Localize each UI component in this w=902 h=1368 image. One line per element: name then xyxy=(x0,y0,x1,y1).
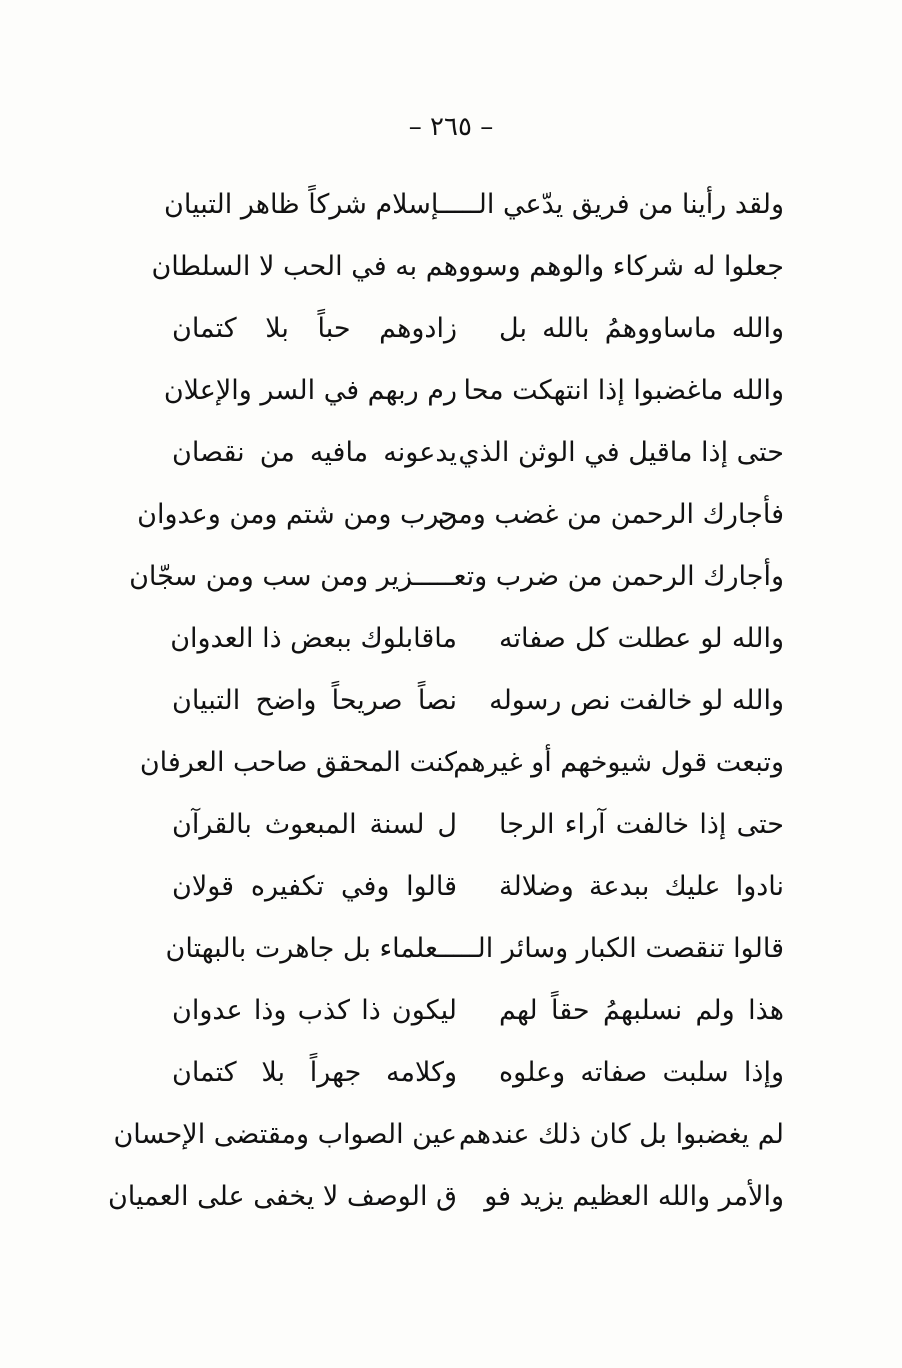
verse-line xyxy=(172,982,784,1044)
poem-body xyxy=(107,176,784,1230)
verse-line xyxy=(137,486,784,548)
verse-first-hemistich: والله لو خالفت نص رسوله xyxy=(489,685,784,716)
verse-second-hemistich: يدعونه مافيه من نقصان xyxy=(172,437,457,468)
verse-second-hemistich: ليكون ذا كذب وذا عدوان xyxy=(172,995,457,1026)
verse-line xyxy=(164,176,784,238)
verse-line xyxy=(172,796,784,858)
verse-first-hemistich: والأمر والله العظيم يزيد فو xyxy=(484,1181,784,1212)
verse-line xyxy=(139,734,784,796)
verse-first-hemistich: والله ماغضبوا إذا انتهكت محا xyxy=(463,375,784,406)
verse-first-hemistich: هذا ولم نسلبهمُ حقاً لهم xyxy=(499,995,784,1026)
verse-second-hemistich: وكلامه جهراً بلا كتمان xyxy=(172,1057,457,1088)
verse-second-hemistich: ل لسنة المبعوث بالقرآن xyxy=(172,809,457,840)
verse-first-hemistich: فأجارك الرحمن من غضب ومن xyxy=(437,499,784,530)
verse-line xyxy=(107,1168,784,1230)
verse-full-line: جعلوا له شركاء والوهم وسووهم به في الحب لا السلطان xyxy=(151,251,784,282)
verse-first-hemistich: لم يغضبوا بل كان ذلك عندهم xyxy=(458,1119,784,1150)
verse-full-line: ولقد رأينا من فريق يدّعي الـــــإسلام شركاً ظاهر التبيان xyxy=(164,189,784,220)
verse-line xyxy=(172,300,784,362)
verse-line xyxy=(172,1044,784,1106)
verse-first-hemistich: والله ماساووهمُ بالله بل xyxy=(499,313,784,344)
verse-first-hemistich: والله لو عطلت كل صفاته xyxy=(499,623,784,654)
verse-second-hemistich: عين الصواب ومقتضى الإحسان xyxy=(113,1119,457,1150)
verse-first-hemistich: حتى إذا خالفت آراء الرجا xyxy=(499,809,784,840)
verse-second-hemistich: كنت المحقق صاحب العرفان xyxy=(139,747,457,778)
verse-first-hemistich: وإذا سلبت صفاته وعلوه xyxy=(499,1057,784,1088)
verse-full-line: قالوا تنقصت الكبار وسائر الـــــعلماء بل جاهرت بالبهتان xyxy=(165,933,784,964)
verse-line xyxy=(172,424,784,486)
verse-first-hemistich: وتبعت قول شيوخهم أو غيرهم xyxy=(453,747,784,778)
verse-line xyxy=(163,362,784,424)
verse-second-hemistich: ق الوصف لا يخفى على العميان xyxy=(107,1181,457,1212)
verse-line xyxy=(113,1106,784,1168)
verse-line xyxy=(129,548,784,610)
verse-first-hemistich: نادوا عليك ببدعة وضلالة xyxy=(499,871,784,902)
verse-second-hemistich: نصاً صريحاً واضح التبيان xyxy=(172,685,457,716)
verse-first-hemistich: حتى إذا ماقيل في الوثن الذي xyxy=(458,437,784,468)
verse-line xyxy=(172,610,784,672)
verse-second-hemistich: رم ربهم في السر والإعلان xyxy=(163,375,457,406)
verse-line xyxy=(165,920,784,982)
verse-line xyxy=(172,672,784,734)
verse-second-hemistich: ماقابلوك ببعض ذا العدوان xyxy=(170,623,457,654)
verse-line xyxy=(151,238,784,300)
page-number: – ٢٦٥ – xyxy=(408,112,494,142)
verse-second-hemistich: حرب ومن شتم ومن وعدوان xyxy=(137,499,457,530)
verse-second-hemistich: قالوا وفي تكفيره قولان xyxy=(172,871,457,902)
verse-second-hemistich: زادوهم حباً بلا كتمان xyxy=(172,313,457,344)
verse-full-line: وأجارك الرحمن من ضرب وتعـــــزير ومن سب ومن سجّان xyxy=(129,561,784,592)
verse-line xyxy=(172,858,784,920)
